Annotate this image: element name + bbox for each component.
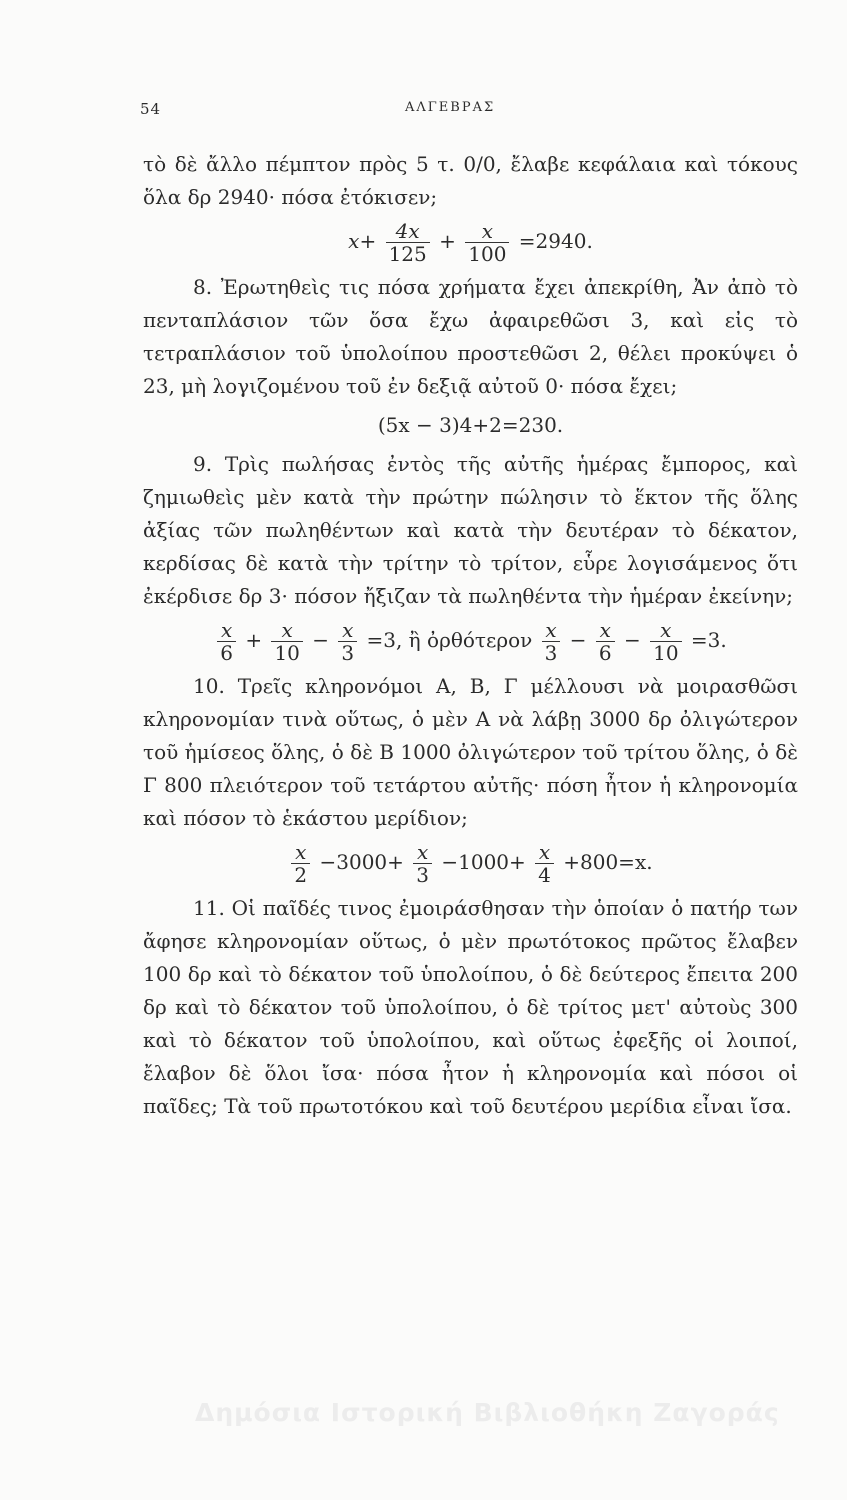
eq10-f2-num: x: [413, 841, 432, 864]
library-watermark: Δημόσια Ιστορική Βιβλιοθήκη Ζαγοράς: [195, 1398, 780, 1427]
paragraph-7-continued: τὸ δὲ ἄλλο πέμπτον πρὸς 5 τ. 0/0, ἔλαβε κεφάλαια καὶ τόκους ὅλα δρ 2940· πόσα ἐτόκισεν;: [143, 152, 798, 209]
equation-8: (5x − 3)4+2=230.: [377, 413, 564, 437]
eq9-f2-num: x: [271, 619, 302, 642]
eq10-frac-2: [413, 841, 432, 886]
eq7-fraction-2: [465, 220, 509, 265]
eq9-g1-num: x: [542, 619, 561, 642]
eq10-f3-num: x: [535, 841, 554, 864]
equation-10: [143, 841, 798, 886]
eq10-f1-num: x: [291, 841, 310, 864]
eq9-frac-4: [542, 619, 561, 664]
eq7-f2-num: x: [465, 220, 509, 243]
running-title: ΑΛΓΕΒΡΑΣ: [405, 100, 496, 115]
eq9-frac-1: [217, 619, 236, 664]
eq9-op1: +: [245, 628, 263, 652]
eq9-g3-num: x: [650, 619, 681, 642]
eq9-g1-den: 3: [544, 641, 558, 665]
eq7-plus: +: [439, 229, 456, 253]
eq9-f2-den: 10: [274, 641, 300, 665]
eq10-b: −1000+: [441, 850, 526, 874]
page-number: 54: [140, 100, 162, 118]
eq9-frac-3: [338, 619, 357, 664]
eq9-g2-den: 6: [598, 641, 612, 665]
eq9-f3-den: 3: [341, 641, 355, 665]
eq7-f1-num: 4x: [386, 220, 430, 243]
eq9-end: =3.: [690, 628, 727, 652]
eq9-op2: −: [312, 628, 330, 652]
eq10-a: −3000+: [319, 850, 404, 874]
eq7-term: x+: [348, 229, 377, 253]
eq7-f2-den: 100: [468, 242, 507, 266]
eq9-op4: −: [623, 628, 641, 652]
eq10-f2-den: 3: [416, 863, 430, 887]
eq7-result: =2940.: [518, 229, 593, 253]
eq9-f1-den: 6: [220, 641, 233, 665]
eq10-f1-den: 2: [294, 863, 308, 887]
eq9-frac-2: [271, 619, 302, 664]
eq7-f1-den: 125: [388, 242, 427, 266]
eq7-fraction-1: [386, 220, 430, 265]
eq10-frac-1: [291, 841, 310, 886]
paragraph-11: 11. Οἱ παῖδές τινος ἐμοιράσθησαν τὴν ὁποίαν ὁ πατήρ των ἄφησε κληρονομίαν οὕτως, ὁ μὲν πρωτότοκος πρῶτος ἔλαβεν 100 δρ καὶ τὸ δέκατον τοῦ ὑπολοίπου, ὁ δὲ δεύτερος ἔπειτα 200 δρ καὶ τὸ δέκατον τοῦ ὑπολοίπου, ὁ δὲ τρίτος μετ' αὐτοὺς 300 καὶ τὸ δέκατον τοῦ ὑπολοίπου, καὶ οὕτως ἐφεξῆς οἱ λοιποί, ἔλαβον δὲ ὅλοι ἴσα· πόσα ἦτον ἡ κληρονομία καὶ πόσοι οἱ παῖδες; Τὰ τοῦ πρωτοτόκου καὶ τοῦ δευτέρου μερίδια εἶναι ἴσα.: [143, 896, 798, 1118]
equation-9: [143, 619, 798, 664]
eq9-g2-num: x: [596, 619, 615, 642]
eq9-f1-num: x: [217, 619, 236, 642]
eq10-f3-den: 4: [538, 863, 551, 887]
eq9-frac-5: [596, 619, 615, 664]
eq9-frac-6: [650, 619, 681, 664]
paragraph-8: 8. Ἐρωτηθεὶς τις πόσα χρήματα ἔχει ἀπεκρίθη, Ἀν ἀπὸ τὸ πενταπλάσιον τῶν ὅσα ἔχω ἀφαιρεθῶσι 3, καὶ εἰς τὸ τετραπλάσιον τοῦ ὑπολοίπου προστεθῶσι 2, θέλει προκύψει ὁ 23, μὴ λογιζομένου τοῦ ἐν δεξιᾷ αὐτοῦ 0· πόσα ἔχει;: [143, 275, 798, 398]
eq9-rest: =3, ἢ ὀρθότερον: [366, 628, 533, 652]
eq10-frac-3: [535, 841, 554, 886]
eq9-op3: −: [569, 628, 587, 652]
paragraph-9: 9. Τρὶς πωλήσας ἐντὸς τῆς αὐτῆς ἡμέρας ἔμπορος, καὶ ζημιωθεὶς μὲν κατὰ τὴν πρώτην πώλησιν τὸ ἕκτον τῆς ὅλης ἀξίας τῶν πωληθέντων καὶ κατὰ τὴν δευτέραν τὸ δέκατον, κερδίσας δὲ κατὰ τὴν τρίτην τὸ τρίτον, εὗρε λογισάμενος ὅτι ἐκέρδισε δρ 3· πόσον ἤξιζαν τὰ πωληθέντα τὴν ἡμέραν ἐκείνην;: [143, 452, 798, 608]
equation-7: [143, 220, 798, 265]
eq9-g3-den: 10: [653, 641, 679, 665]
eq9-f3-num: x: [338, 619, 357, 642]
body-text: [143, 148, 798, 1123]
paragraph-10: 10. Τρεῖς κληρονόμοι Α, Β, Γ μέλλουσι νὰ μοιρασθῶσι κληρονομίαν τινὰ οὕτως, ὁ μὲν Α νὰ λάβῃ 3000 δρ ὀλιγώτερον τοῦ ἡμίσεος ὅλης, ὁ δὲ Β 1000 ὀλιγώτερον τοῦ τρίτου ὅλης, ὁ δὲ Γ 800 πλειότερον τοῦ τετάρτου αὐτῆς· πόση ἦτον ἡ κληρονομία καὶ πόσον τὸ ἑκάστου μερίδιον;: [143, 674, 798, 830]
eq10-c: +800=x.: [563, 850, 653, 874]
